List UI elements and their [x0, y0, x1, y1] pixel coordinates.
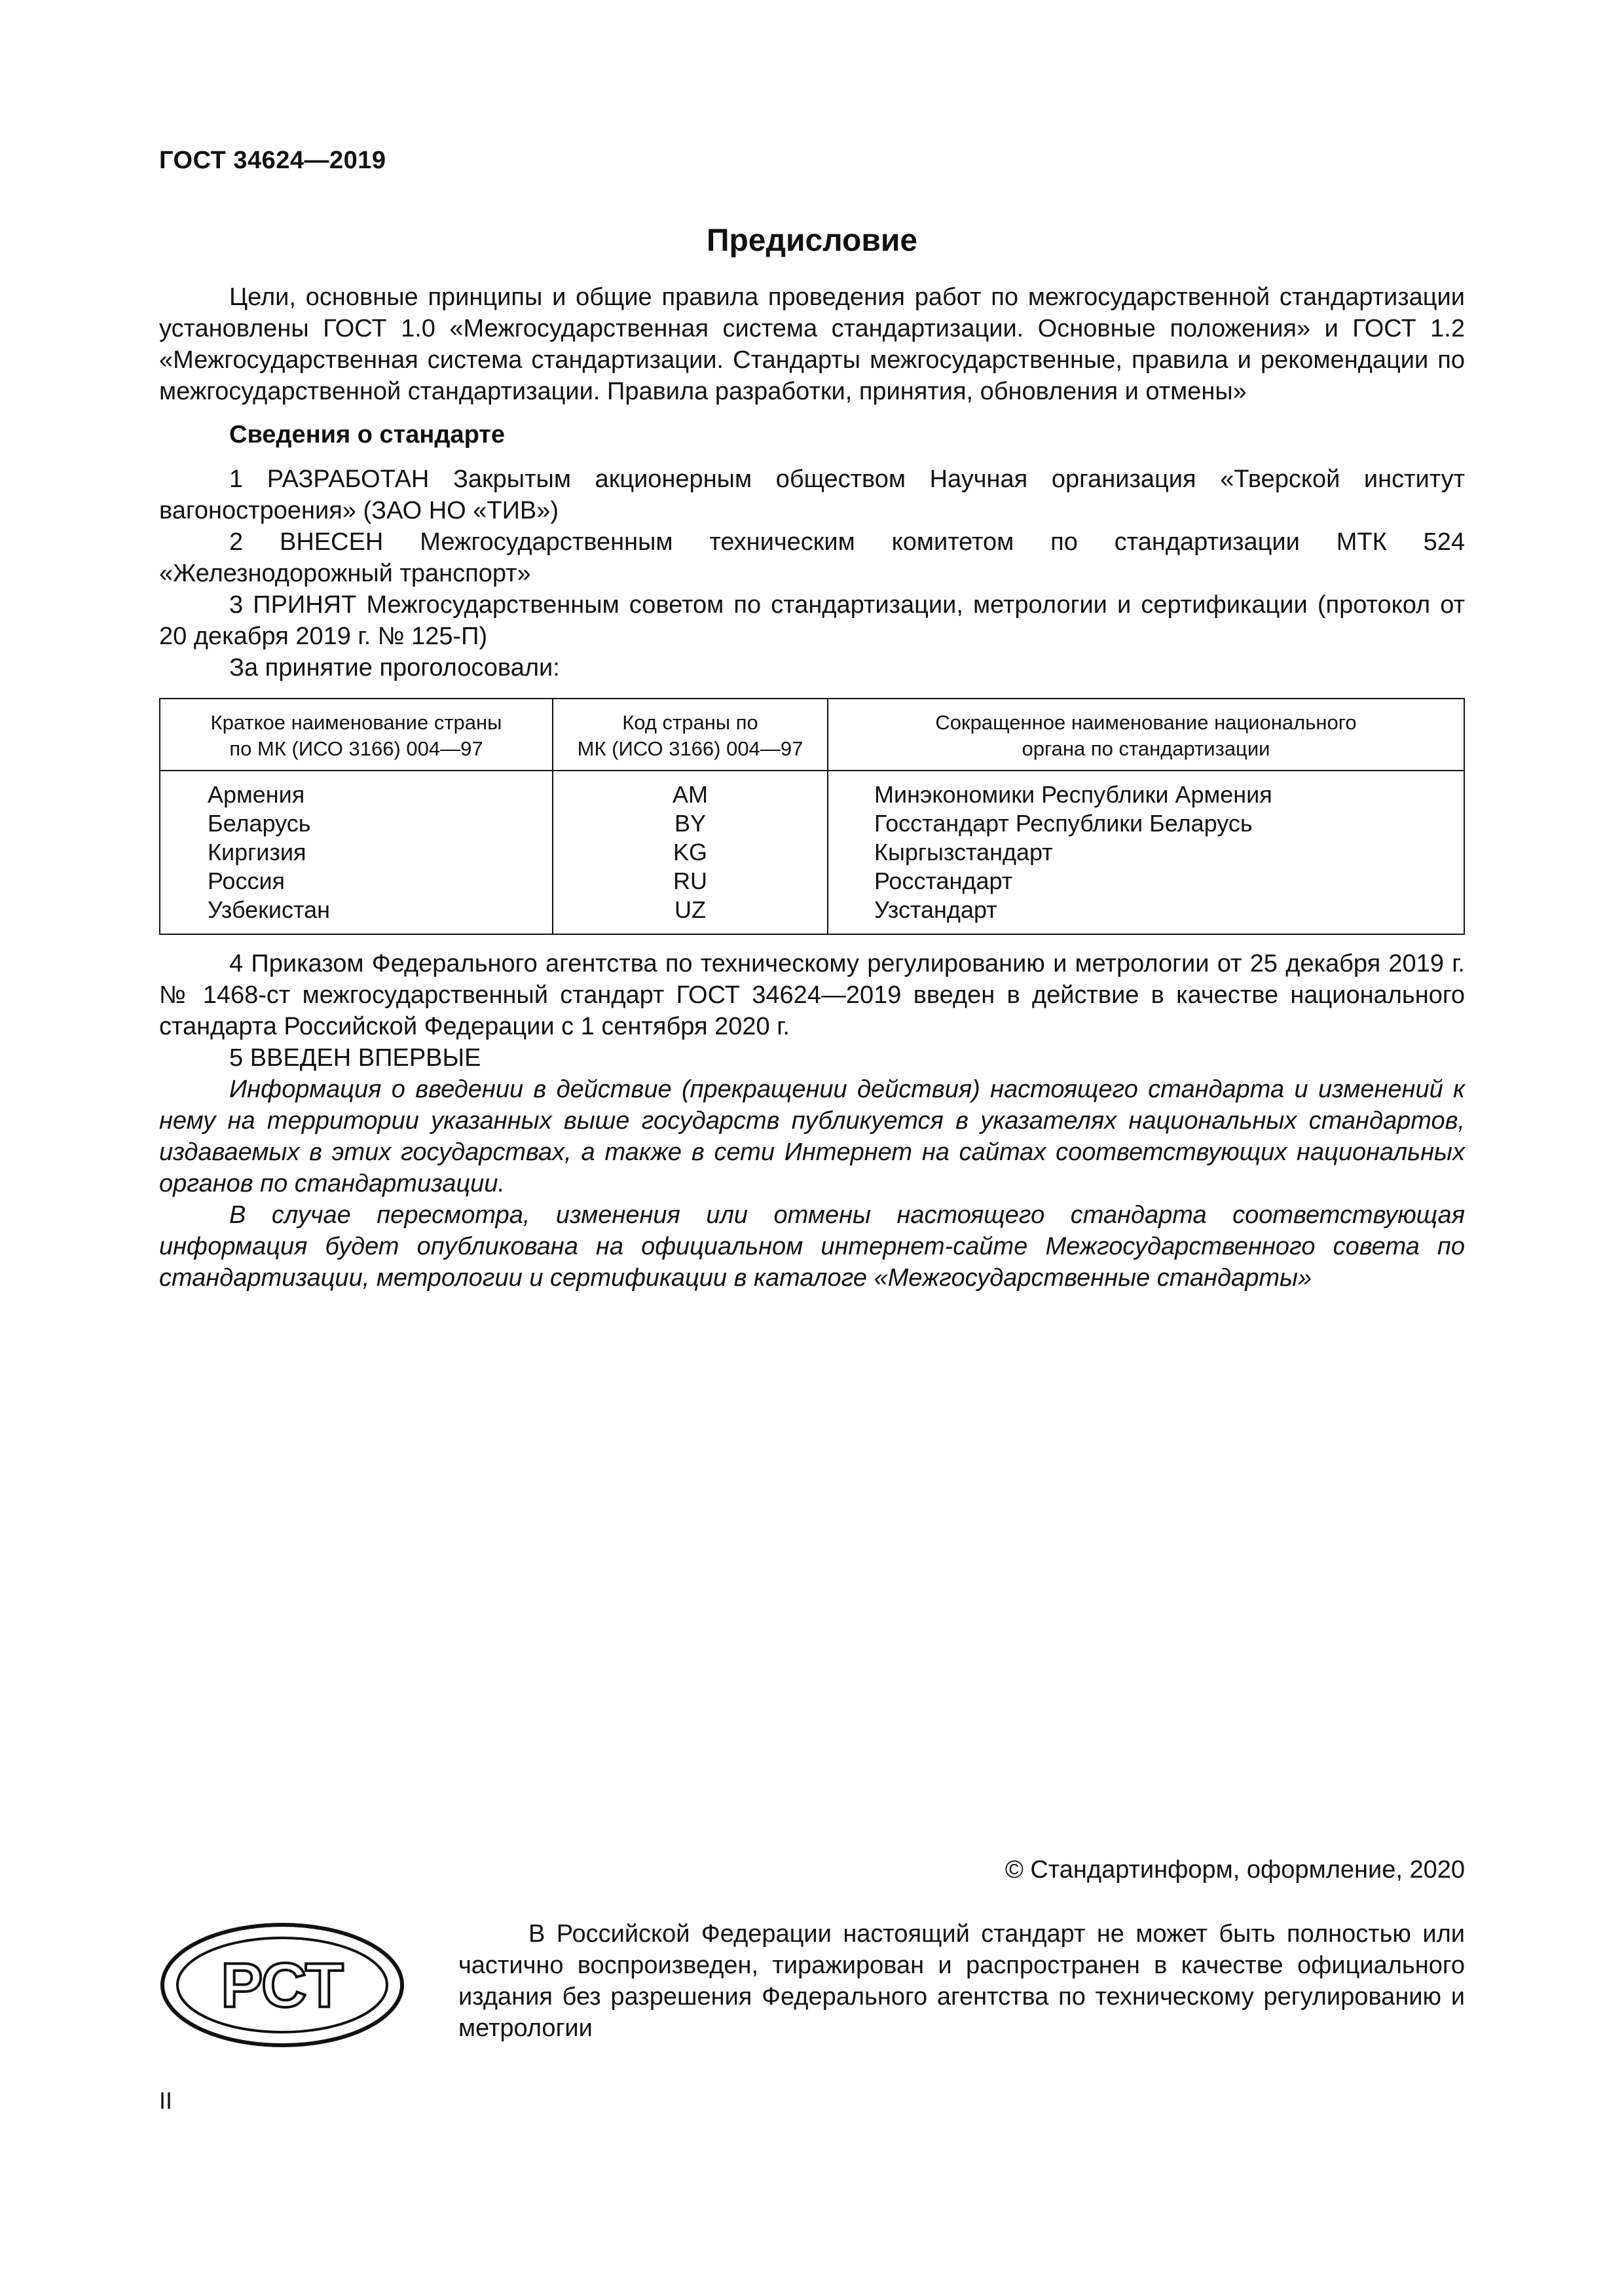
item-2: 2 ВНЕСЕН Межгосударственным техническим комитетом по стандартизации МТК 524 «Железнодорожный транспорт» [159, 528, 1465, 587]
column-header-country: Краткое наименование страны по МК (ИСО 3166) 004—97 [160, 699, 553, 771]
info-paragraph-1: Информация о введении в действие (прекращении действия) настоящего стандарта и изменений к нему на территории указанных выше государств публикуется в указателях национальных стандартов, издаваемых в этих государствах, а также в сети Интернет на сайтах соответствующих национальных органов по стандартизации. [159, 1076, 1465, 1197]
page-title: Предисловие [706, 223, 918, 258]
rst-certification-mark-icon [159, 1922, 406, 2049]
item-3: 3 ПРИНЯТ Межгосударственным советом по стандартизации, метрологии и сертификации (протокол от 20 декабря 2019 г. № 125-П) [159, 591, 1465, 650]
main-content [159, 282, 1465, 1294]
item-5: 5 ВВЕДЕН ВПЕРВЫЕ [229, 1044, 481, 1072]
column-header-body: Сокращенное наименование национального органа по стандартизации [828, 699, 1464, 771]
page-number: II [159, 2087, 173, 2114]
copyright: © Стандартинформ, оформление, 2020 [1005, 1856, 1465, 1884]
item-4: 4 Приказом Федерального агентства по техническому регулированию и метрологии от 25 декабря 2019 г. № 1468-ст межгосударственный стандарт ГОСТ 34624—2019 введен в действие в качестве национального стандарта Российской Федерации с 1 сентября 2020 г. [159, 950, 1465, 1040]
intro-paragraph: Цели, основные принципы и общие правила проведения работ по межгосударственной стандартизации установлены ГОСТ 1.0 «Межгосударственная система стандартизации. Основные положения» и ГОСТ 1.2 «Межгосударственная система стандартизации. Стандарты межгосударственные, правила и рекомендации по межгосударственной стандартизации. Правила разработки, принятия, обновления и отмены» [159, 283, 1465, 405]
logo-text: РСТ [221, 1950, 344, 2020]
document-code: ГОСТ 34624—2019 [159, 147, 386, 174]
member-states-table [159, 698, 1465, 935]
table-row [160, 771, 1464, 934]
info-paragraph-2: В случае пересмотра, изменения или отмены настоящего стандарта соответствующая информация будет опубликована на официальном интернет-сайте Межгосударственного совета по стандартизации, метрологии и сертификации в каталоге «Межгосударственные стандарты» [159, 1201, 1465, 1292]
item-1: 1 РАЗРАБОТАН Закрытым акционерным обществом Научная организация «Тверской институт вагоностроения» (ЗАО НО «ТИВ») [159, 465, 1465, 524]
country-cell: Армения Беларусь Киргизия Россия Узбекистан [160, 771, 553, 934]
table-header-row [160, 699, 1464, 771]
body-cell: Минэкономики Республики Армения Госстандарт Республики Беларусь Кыргызстандарт Росстандарт Узстандарт [828, 771, 1464, 934]
subheading: Сведения о стандарте [229, 421, 506, 448]
code-cell: AM BY KG RU UZ [553, 771, 828, 934]
copyright-notice: В Российской Федерации настоящий стандарт не может быть полностью или частично воспроизведен, тиражирован и распространен в качестве официального издания без разрешения Федерального агентства по техническому регулированию и метрологии [458, 1920, 1465, 2042]
vote-label: За принятие проголосовали: [229, 654, 560, 682]
column-header-code: Код страны по МК (ИСО 3166) 004—97 [553, 699, 828, 771]
